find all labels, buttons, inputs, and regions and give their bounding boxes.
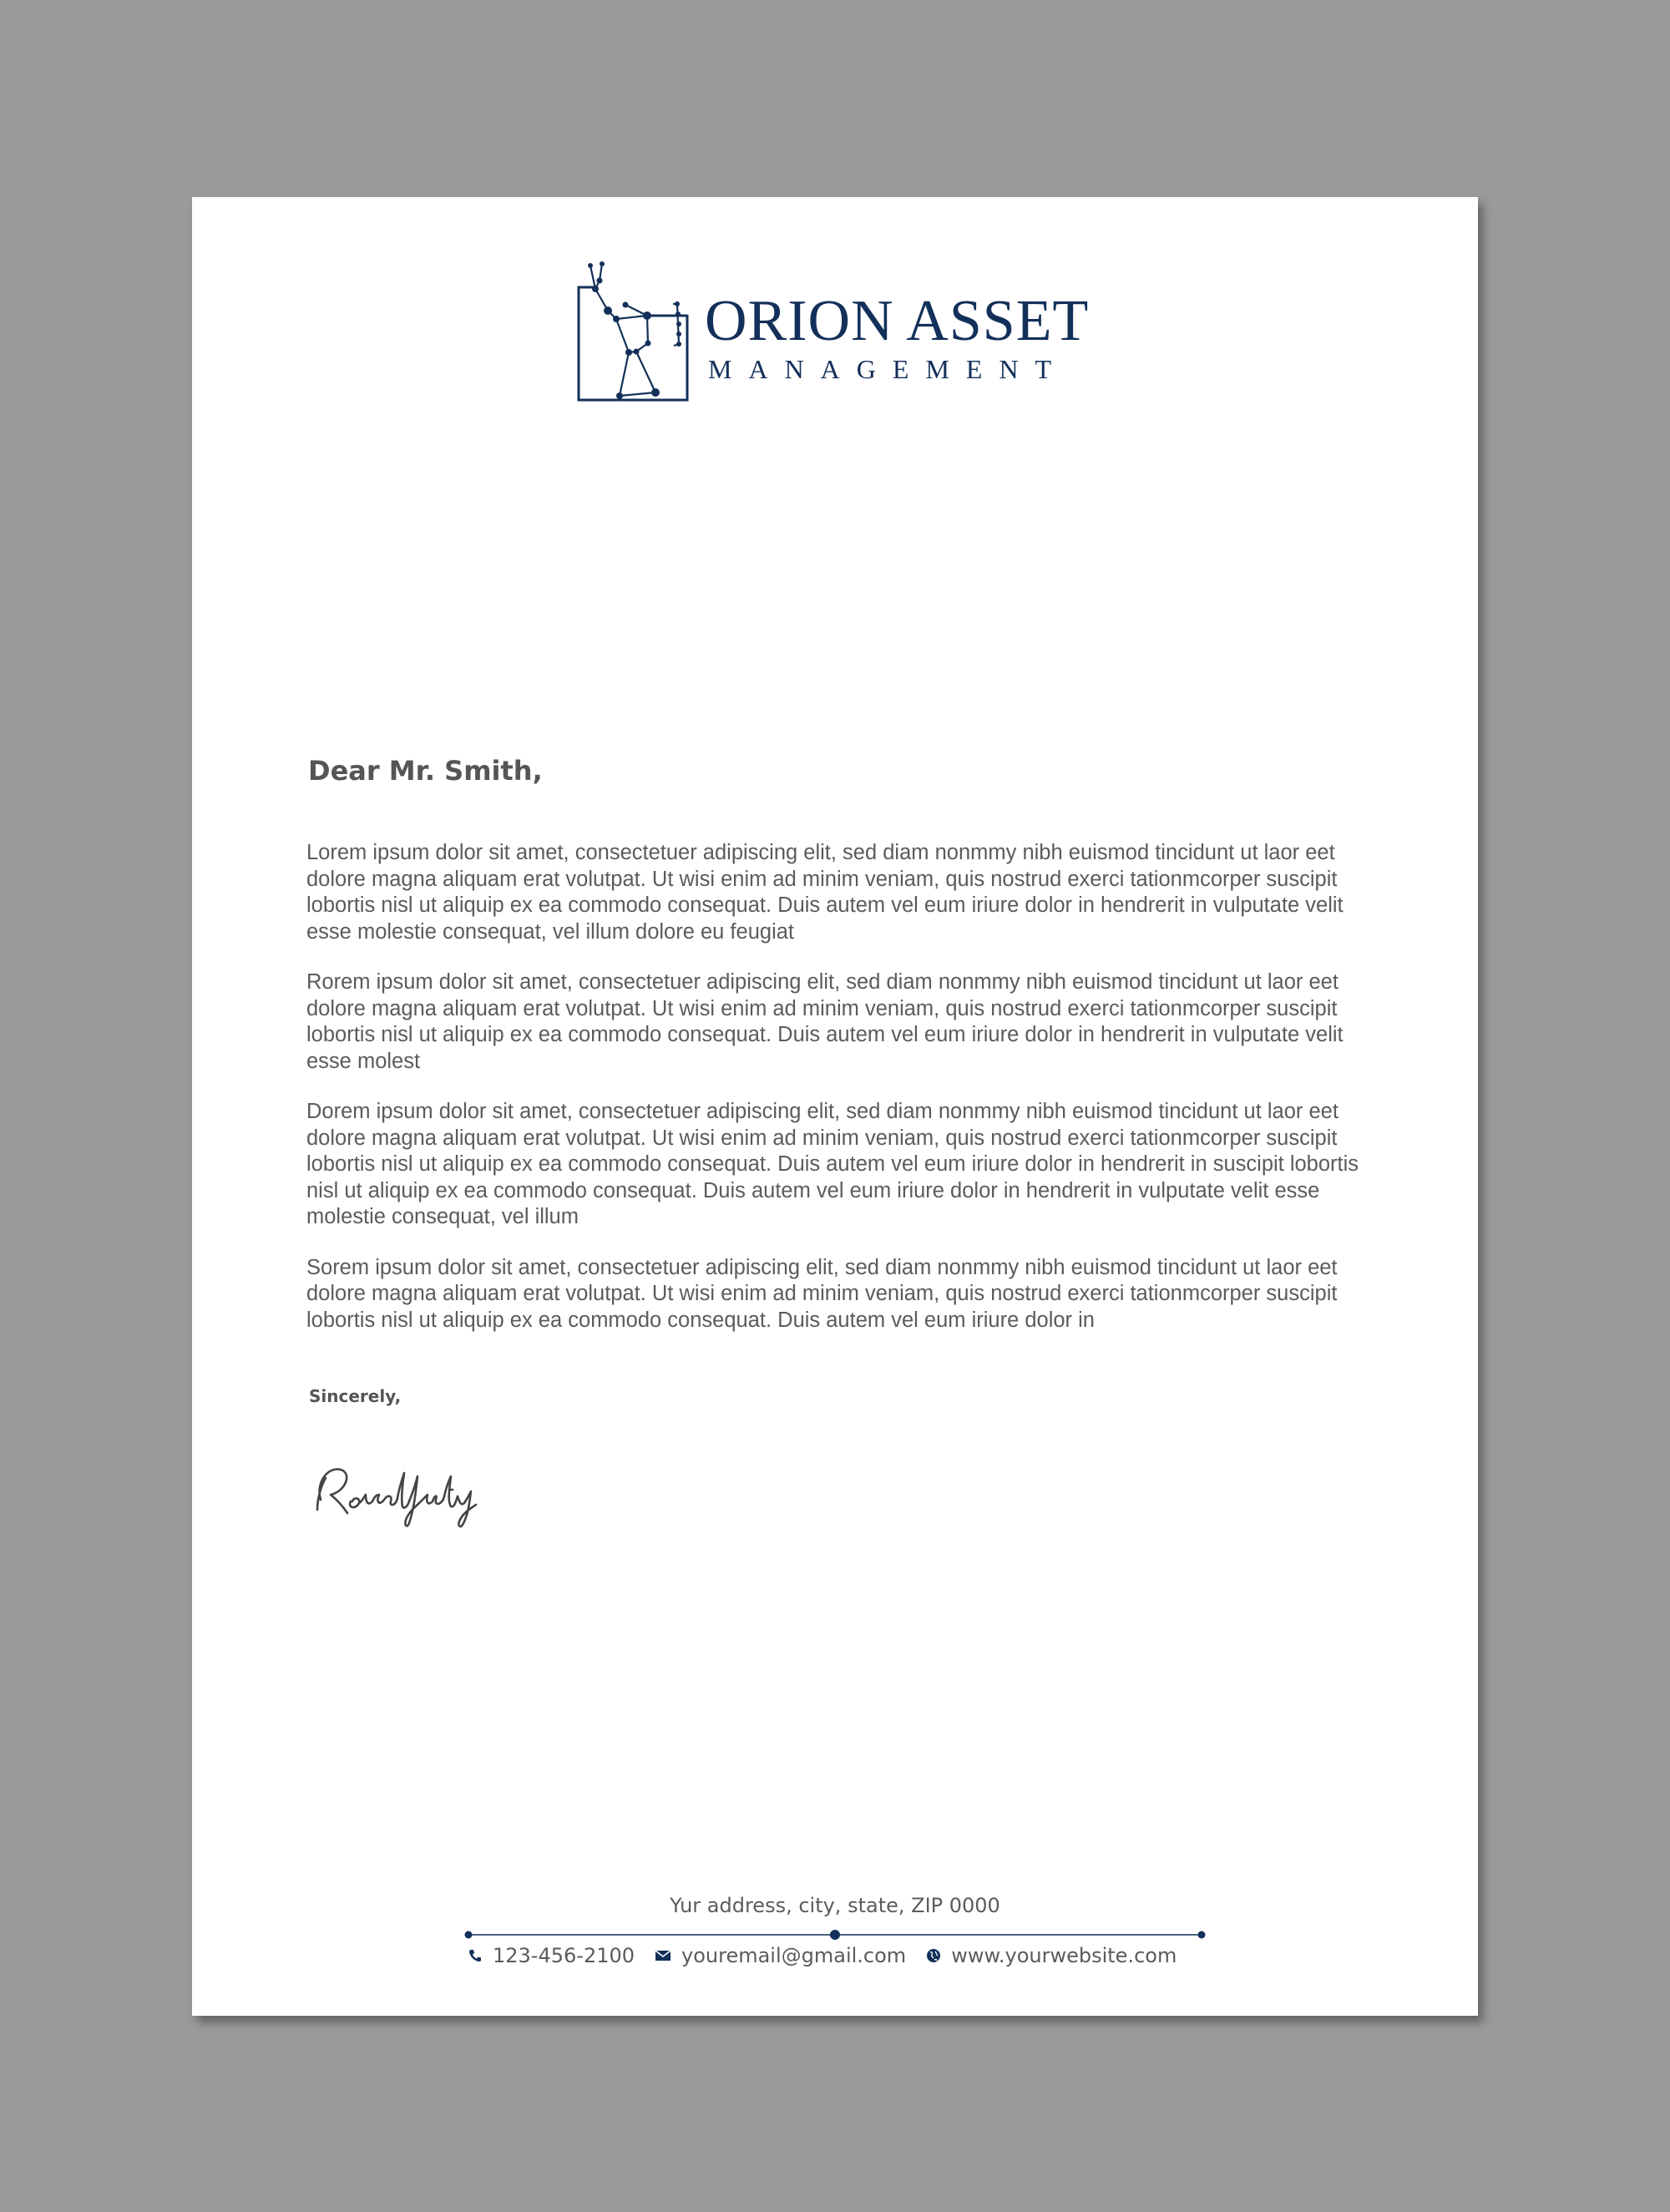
body-paragraph: Sorem ipsum dolor sit amet, consectetuer adipiscing elit, sed diam nonmmy nibh euismod tincidunt ut laor eet dolore magna aliquam erat volutpat. Ut wisi enim ad minim veniam, quis nostrud exerci tationmcorper suscipit lobortis nisl ut aliquip ex ea commodo consequat. Duis autem vel eum iriure dolor in: [306, 1255, 1338, 1332]
email-address: youremail@gmail.com: [681, 1944, 907, 1967]
globe-icon: [926, 1948, 941, 1963]
contact-phone: [468, 1944, 635, 1967]
phone-number: 123-456-2100: [493, 1944, 635, 1967]
letter-body: [306, 840, 1375, 1358]
phone-icon: [468, 1948, 483, 1963]
footer-divider: [463, 1929, 1207, 1941]
company-logo: [574, 261, 1117, 411]
contact-email: [655, 1944, 906, 1967]
contact-website: [926, 1944, 1177, 1967]
letterhead-page: [192, 197, 1478, 2016]
body-paragraph: Rorem ipsum dolor sit amet, consectetuer adipiscing elit, sed diam nonmmy nibh euismod tincidunt ut laor eet dolore magna aliquam erat volutpat. Ut wisi enim ad minim veniam, quis nostrud exerci tationmcorper suscipit lobortis nisl ut aliquip ex ea commodo consequat. Duis autem vel eum iriure dolor in hendrerit in vulputate velit esse molest: [306, 970, 1344, 1073]
brand-tagline: MANAGEMENT: [708, 354, 1069, 384]
mail-icon: [655, 1949, 671, 1962]
footer: [192, 1894, 1478, 1994]
footer-address: Yur address, city, state, ZIP 0000: [670, 1894, 1000, 1917]
body-paragraph: Dorem ipsum dolor sit amet, consectetuer adipiscing elit, sed diam nonmmy nibh euismod tincidunt ut laor eet dolore magna aliquam erat volutpat. Ut wisi enim ad minim veniam, quis nostrud exerci tationmcorper suscipit lobortis nisl ut aliquip ex ea commodo consequat. Duis autem vel eum iriure dolor in hendrerit in suscipit lobortis nisl ut aliquip ex ea commodo consequat. Duis autem vel eum iriure dolor in hendrerit in vulputate velit esse molestie consequat, vel illum: [306, 1100, 1359, 1228]
body-paragraph: Lorem ipsum dolor sit amet, consectetuer adipiscing elit, sed diam nonmmy nibh euismod tincidunt ut laor eet dolore magna aliquam erat volutpat. Ut wisi enim ad minim veniam, quis nostrud exerci tationmcorper suscipit lobortis nisl ut aliquip ex ea commodo consequat. Duis autem vel eum iriure dolor in hendrerit in vulputate velit esse molestie consequat, vel illum dolore eu feugiat: [306, 841, 1344, 944]
closing: Sincerely,: [309, 1386, 402, 1406]
salutation: Dear Mr. Smith,: [308, 755, 543, 787]
footer-contacts: [468, 1944, 1219, 1967]
website-url: www.yourwebsite.com: [951, 1944, 1177, 1967]
handwritten-signature: [309, 1458, 484, 1529]
brand-name: ORION ASSET: [705, 289, 1090, 353]
orion-constellation-icon: [574, 261, 691, 411]
